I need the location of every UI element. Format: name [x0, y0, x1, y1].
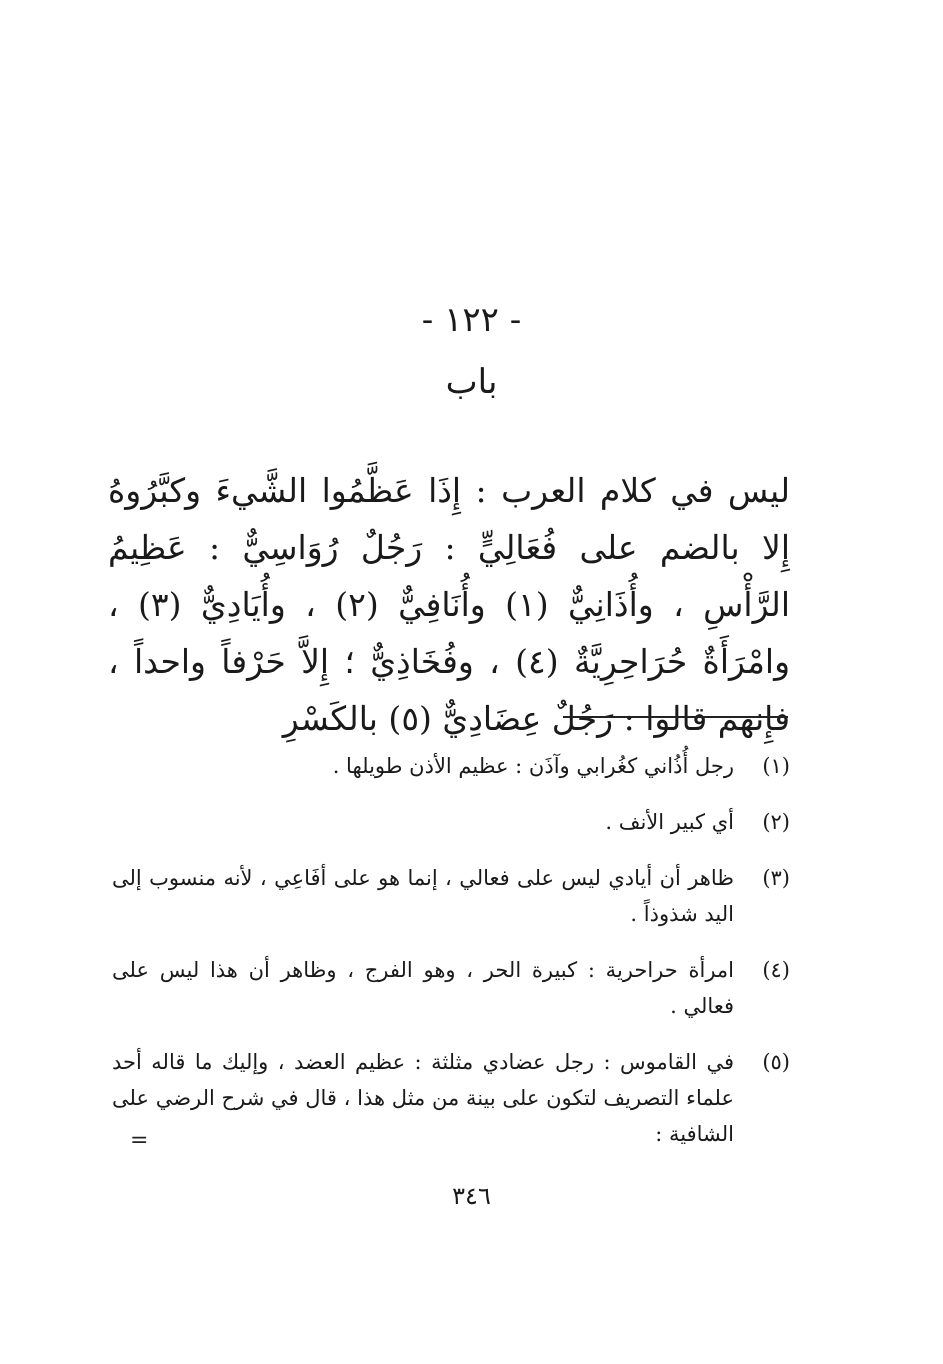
section-title: باب: [445, 362, 498, 402]
footnote-marker: (٤): [762, 958, 790, 982]
footnote-item: [112, 804, 790, 840]
main-paragraph: [108, 462, 790, 747]
page-number: ٣٤٦: [452, 1182, 491, 1210]
footnote-text: في القاموس : رجل عضادي مثلثة : عظيم العضد ، وإليك ما قاله أحد علماء التصريف لتكون على بينة من مثل هذا ، قال في شرح الرضي على الشافية :: [112, 1050, 734, 1146]
footnote-item: [112, 1044, 790, 1152]
footnote-marker: (٥): [762, 1050, 790, 1074]
footnote-item: [112, 952, 790, 1024]
footnote-text: امرأة حراحرية : كبيرة الحر ، وهو الفرج ، وظاهر أن هذا ليس على فعالي .: [112, 958, 734, 1018]
footnote-text: ظاهر أن أيادي ليس على فعالي ، إنما هو على أفَاعِي ، لأنه منسوب إلى اليد شذوذاً .: [112, 866, 734, 926]
continuation-mark: =: [130, 1128, 149, 1153]
footnotes-list: [112, 748, 790, 1172]
footnote-marker: (٢): [762, 810, 790, 834]
footnote-text: أي كبير الأنف .: [605, 810, 734, 834]
main-paragraph-text: ليس في كلام العرب : إِذَا عَظَّمُوا الشَّيءَ وكبَّرُوهُ إِلا بالضم على فُعَالِيٍّ : رَجُلٌ رُوَاسِيٌّ : عَظِيمُ الرَّأْسِ ، وأُذَانِيٌّ (١) وأُنَافِيٌّ (٢) ، وأُيَادِيٌّ (٣) ، وامْرَأَةٌ حُرَاحِرِيَّةٌ (٤) ، وفُخَاذِيٌّ ؛ إِلاَّ حَرْفاً واحداً ، فإِنهم قالوا : رَجُلٌ عِضَادِيٌّ (٥) بالكَسْرِ: [108, 471, 790, 738]
section-number: - ١٢٢ -: [421, 300, 522, 340]
footnote-marker: (٣): [762, 866, 790, 890]
footnote-text: رجل أُذُاني كغُرابي وآذَن : عظيم الأذن طويلها .: [332, 754, 734, 778]
footnote-item: [112, 748, 790, 784]
footnote-item: [112, 860, 790, 932]
footnote-marker: (١): [762, 754, 790, 778]
footnote-separator: [563, 716, 788, 718]
